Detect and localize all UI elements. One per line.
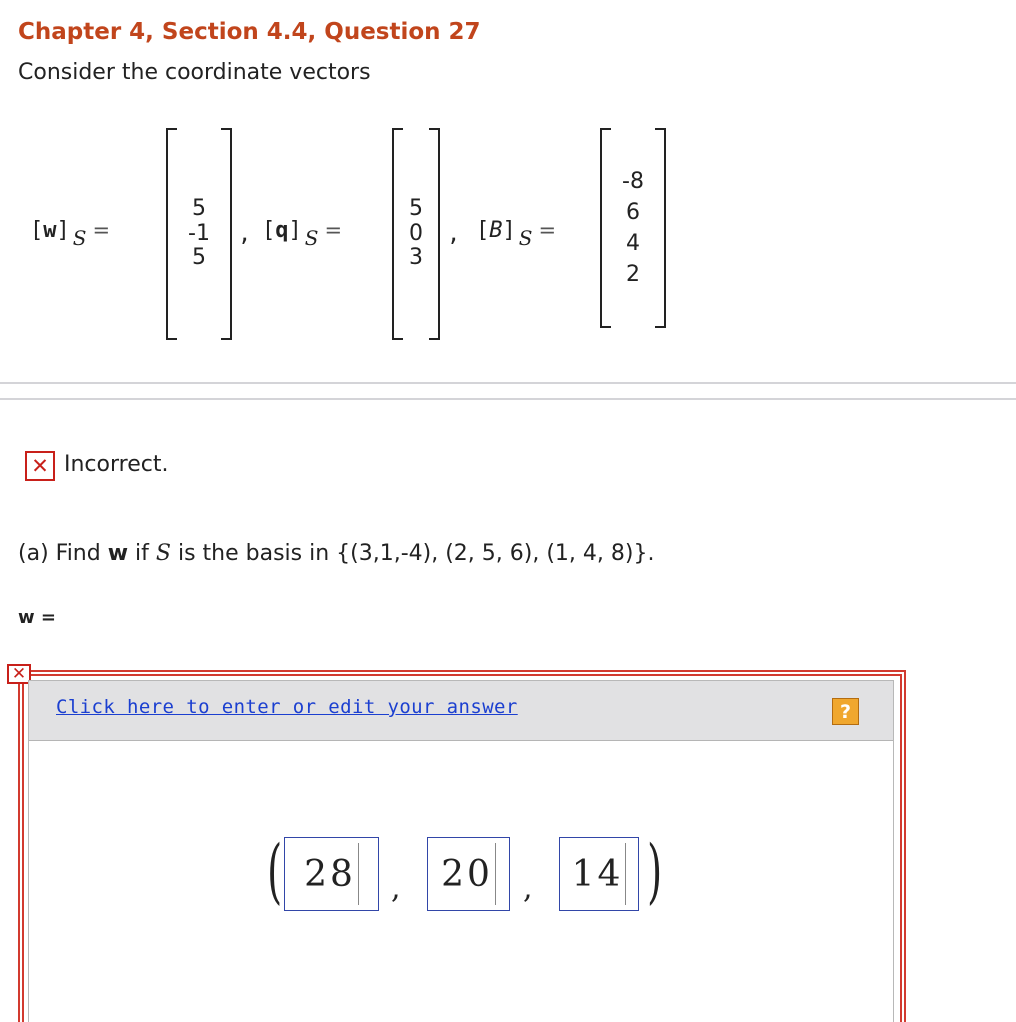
w-subscript: S — [72, 226, 87, 250]
divider — [0, 398, 1016, 400]
answer-input-1[interactable] — [284, 837, 379, 911]
w-equals: = — [92, 218, 111, 242]
q-symbol: q — [275, 218, 289, 243]
question-help-icon[interactable]: ? — [832, 698, 859, 725]
answer-value-3: 14 — [571, 853, 624, 895]
b-equals: = — [538, 218, 557, 242]
w-symbol: w — [43, 218, 57, 243]
q-equals: = — [324, 218, 343, 242]
q-entry: 0 — [409, 220, 423, 246]
vector-separator: , — [447, 222, 461, 247]
w-vector-label: [w] S = — [30, 218, 111, 250]
answer-label: w = — [18, 607, 56, 628]
vector-separator: , — [238, 222, 252, 247]
prompt-mid: if — [128, 541, 156, 566]
open-paren: ( — [267, 830, 283, 912]
b-symbol: B — [489, 218, 503, 243]
q-entry: 3 — [409, 245, 423, 271]
answer-incorrect-icon: ✕ — [7, 664, 31, 684]
b-entry: 4 — [626, 231, 640, 256]
b-matrix — [600, 128, 666, 328]
edit-answer-link[interactable]: Click here to enter or edit your answer — [56, 696, 518, 718]
text-cursor — [358, 843, 359, 905]
q-entries — [392, 128, 440, 340]
b-entry: -8 — [622, 168, 644, 194]
incorrect-icon: ✕ — [25, 451, 55, 481]
prompt-basis-symbol: S — [155, 541, 171, 566]
q-vector-label: [q] S = — [262, 218, 343, 250]
q-matrix — [392, 128, 440, 340]
w-matrix — [166, 128, 232, 340]
question-prompt — [18, 541, 654, 566]
editor-toolbar — [29, 681, 893, 741]
b-vector-label: [B] S = — [476, 218, 557, 250]
answer-input-3[interactable] — [559, 837, 639, 911]
b-entry: 6 — [626, 199, 640, 225]
b-subscript: S — [518, 226, 533, 250]
q-subscript: S — [304, 226, 319, 250]
answer-value-2: 20 — [441, 853, 493, 895]
status-text: Incorrect. — [64, 452, 169, 477]
question-title: Chapter 4, Section 4.4, Question 27 — [18, 19, 481, 45]
b-entry: 2 — [626, 262, 640, 288]
w-entry: -1 — [188, 220, 210, 246]
close-paren: ) — [647, 830, 663, 912]
b-entries — [600, 128, 666, 328]
answer-separator: , — [523, 871, 533, 906]
divider — [0, 382, 1016, 384]
text-cursor — [495, 843, 496, 905]
text-cursor — [625, 843, 626, 905]
prompt-vector: w — [107, 541, 129, 566]
q-entry: 5 — [409, 195, 423, 221]
answer-editor[interactable] — [28, 680, 894, 1022]
prompt-prefix: (a) Find — [18, 541, 108, 566]
answer-separator: , — [391, 871, 401, 906]
w-entry: 5 — [192, 195, 206, 221]
answer-input-2[interactable] — [427, 837, 510, 911]
w-entries — [166, 128, 232, 340]
intro-text: Consider the coordinate vectors — [18, 60, 371, 85]
w-entry: 5 — [192, 245, 206, 271]
answer-value-1: 28 — [304, 853, 356, 895]
prompt-suffix: is the basis in {(3,1,-4), (2, 5, 6), (1, 4, 8)}. — [170, 541, 655, 566]
